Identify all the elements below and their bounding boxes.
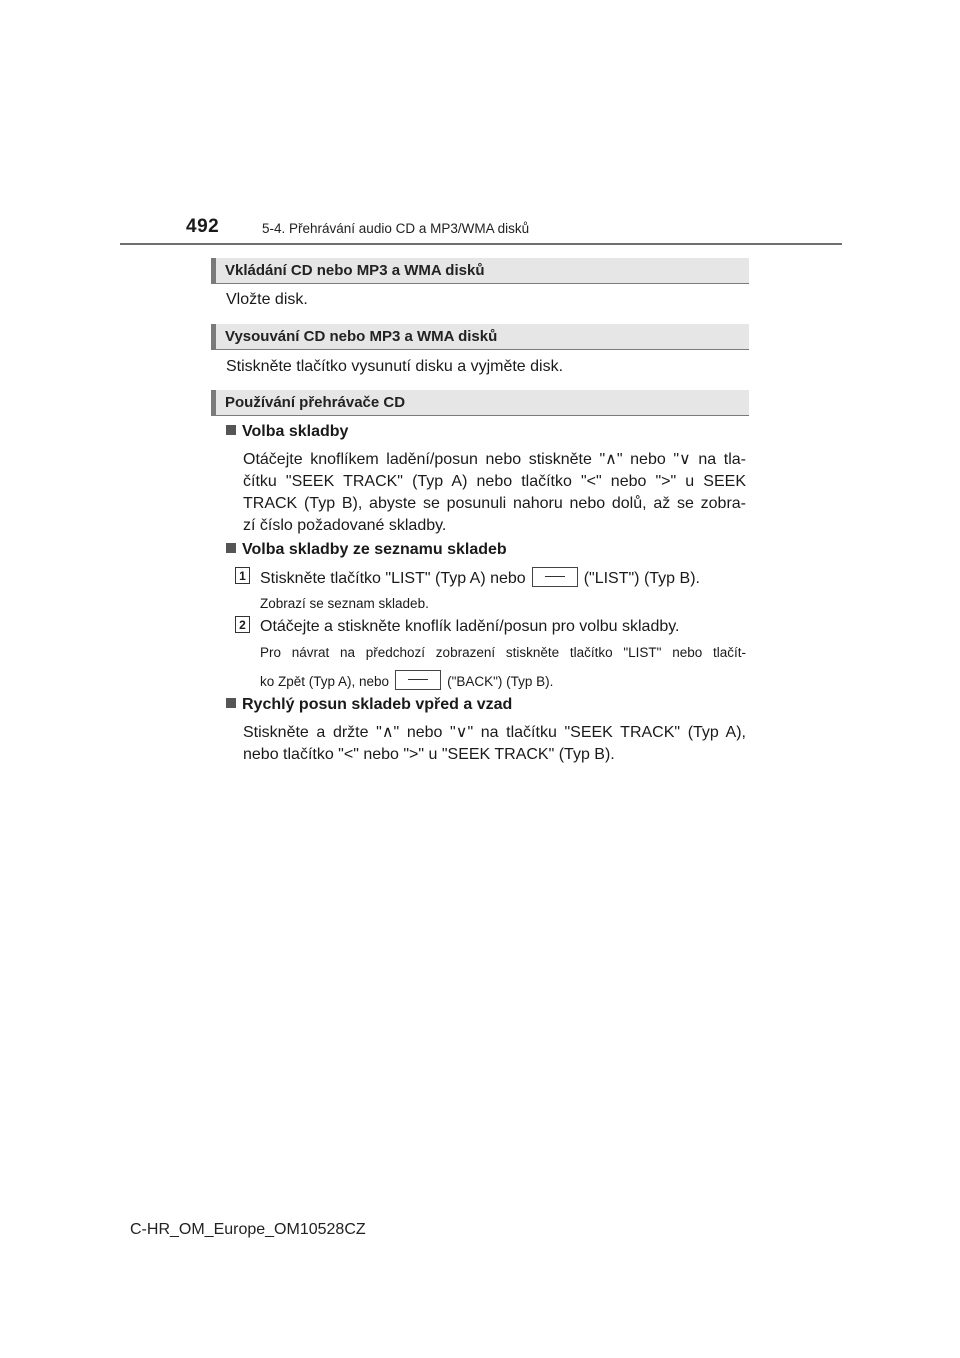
track-select-line: Otáčejte knoflíkem ladění/posun nebo stiskněte "∧" nebo "∨ na tla- [243,451,746,468]
track-select-line: čítku "SEEK TRACK" (Typ A) nebo tlačítko "<" nebo ">" u SEEK [243,473,746,490]
step-number-2: 2 [235,616,250,633]
section-title-eject: Vysouvání CD nebo MP3 a WMA disků [225,328,498,345]
step-1-note: Zobrazí se seznam skladeb. [260,596,429,611]
fast-seek-heading-text: Rychlý posun skladeb vpřed a vzad [242,696,513,713]
track-select-heading-text: Volba skladby [242,423,349,440]
section-heading-eject [211,324,749,350]
track-select-heading [226,423,348,441]
back-button-icon [395,670,441,690]
section-heading-use [211,390,749,416]
document-code: C-HR_OM_Europe_OM10528CZ [130,1221,366,1238]
chapter-title: 5-4. Přehrávání audio CD a MP3/WMA disků [262,221,530,236]
step-2-note-a: ko Zpět (Typ A), nebo [260,674,390,689]
step-2-text: Otáčejte a stiskněte knoflík ladění/posun pro volbu skladby. [260,618,680,635]
section-title-use: Používání přehrávače CD [225,394,406,411]
square-bullet-icon [226,698,236,708]
fast-seek-description [243,722,746,766]
fast-seek-line: Stiskněte a držte "∧" nebo "∨" na tlačítku "SEEK TRACK" (Typ A), [243,724,746,741]
fast-seek-line: nebo tlačítko "<" nebo ">" u "SEEK TRACK" (Typ B). [243,746,615,763]
step-2-note-b: ("BACK") (Typ B). [447,674,554,689]
load-instruction: Vložte disk. [226,291,308,308]
step-1-text [260,567,700,590]
track-select-description [243,449,746,537]
square-bullet-icon [226,543,236,553]
track-list-heading [226,541,507,559]
header-divider [120,243,842,245]
fast-seek-heading [226,696,512,714]
section-title-load: Vkládání CD nebo MP3 a WMA disků [225,262,485,279]
step-1-text-b: ("LIST") (Typ B). [583,570,700,587]
track-select-line: TRACK (Typ B), abyste se posunuli nahoru nebo dolů, až se zobra- [243,495,746,512]
square-bullet-icon [226,425,236,435]
section-heading-load [211,258,749,284]
step-number-1: 1 [235,567,250,584]
list-button-icon [532,567,578,587]
page-number: 492 [186,216,220,237]
step-2-note-line1: Pro návrat na předchozí zobrazení stiskněte tlačítko "LIST" nebo tlačít- [260,645,746,660]
step-2-note-line2 [260,670,553,690]
step-1-text-a: Stiskněte tlačítko "LIST" (Typ A) nebo [260,570,526,587]
track-select-line: zí číslo požadované skladby. [243,517,447,534]
track-list-heading-text: Volba skladby ze seznamu skladeb [242,541,507,558]
eject-instruction: Stiskněte tlačítko vysunutí disku a vyjměte disk. [226,358,564,375]
